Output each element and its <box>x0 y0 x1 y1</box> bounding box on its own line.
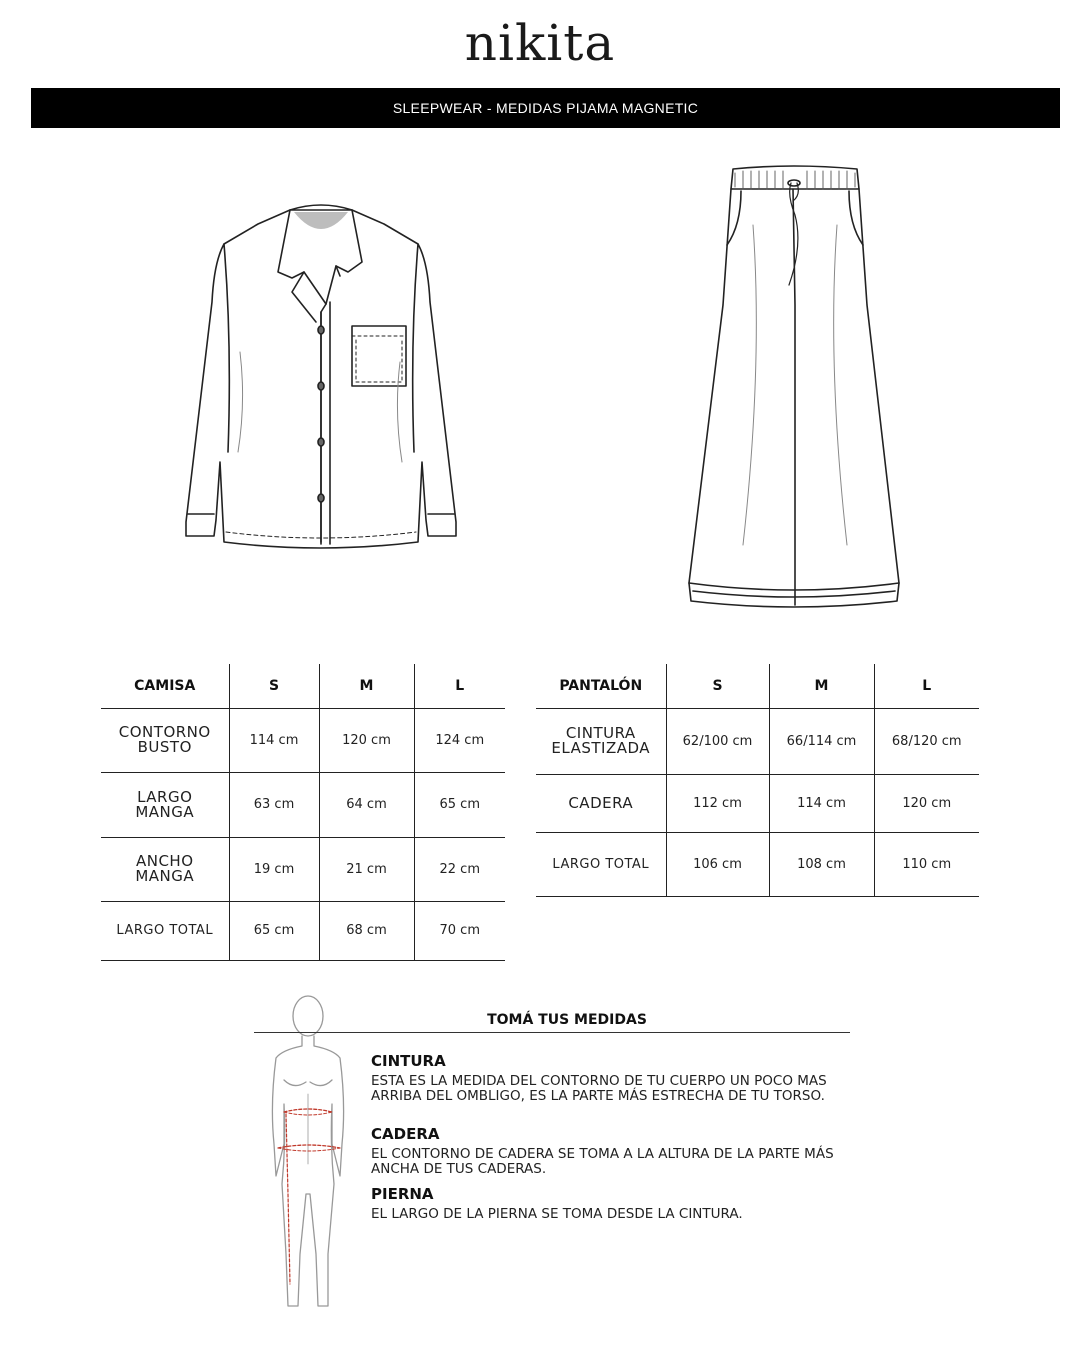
table-row <box>101 708 505 772</box>
table-cell: 70 cm <box>414 901 505 960</box>
table-row <box>536 774 979 832</box>
measure-item-cintura <box>371 1052 861 1104</box>
banner-title: SLEEPWEAR - MEDIDAS PIJAMA MAGNETIC <box>392 100 699 116</box>
table-cell: 65 cm <box>229 901 319 960</box>
table-cell: 114 cm <box>229 708 319 772</box>
table-cell: 114 cm <box>769 774 874 832</box>
table-cell: 65 cm <box>414 772 505 837</box>
table-cell: 120 cm <box>874 774 979 832</box>
table-cell: 110 cm <box>874 832 979 896</box>
table-cell: 22 cm <box>414 837 505 901</box>
measure-item-text: EL CONTORNO DE CADERA SE TOMA A LA ALTURA DE LA PARTE MÁS ANCHA DE TUS CADERAS. <box>371 1146 834 1177</box>
table-header-row <box>536 664 979 708</box>
shirt-sketch <box>180 202 462 552</box>
measure-item-title: CADERA <box>371 1125 440 1143</box>
column-header: CAMISA <box>101 664 229 708</box>
row-label: CONTORNO BUSTO <box>101 708 229 772</box>
table-cell: 19 cm <box>229 837 319 901</box>
column-header: M <box>769 664 874 708</box>
row-label: LARGO MANGA <box>101 772 229 837</box>
table-cell: 66/114 cm <box>769 708 874 774</box>
column-header: S <box>229 664 319 708</box>
table-cell: 124 cm <box>414 708 505 772</box>
table-cell: 64 cm <box>319 772 414 837</box>
table-cell: 62/100 cm <box>666 708 769 774</box>
table-cell: 108 cm <box>769 832 874 896</box>
row-label: CADERA <box>536 774 666 832</box>
pants-size-table <box>536 664 979 897</box>
body-figure-sketch <box>262 994 358 1319</box>
table-row <box>536 708 979 774</box>
table-cell: 106 cm <box>666 832 769 896</box>
measure-section-title: TOMÁ TUS MEDIDAS <box>254 1012 850 1033</box>
measure-item-cadera <box>371 1125 861 1177</box>
column-header: PANTALÓN <box>536 664 666 708</box>
pants-sketch <box>683 165 905 611</box>
table-cell: 63 cm <box>229 772 319 837</box>
measure-item-title: CINTURA <box>371 1052 446 1070</box>
table-cell: 120 cm <box>319 708 414 772</box>
brand-logo: nikita <box>464 14 616 72</box>
column-header: L <box>414 664 505 708</box>
table-cell: 68/120 cm <box>874 708 979 774</box>
table-header-row <box>101 664 505 708</box>
row-label: LARGO TOTAL <box>101 901 229 960</box>
table-cell: 21 cm <box>319 837 414 901</box>
measure-item-title: PIERNA <box>371 1185 434 1203</box>
column-header: M <box>319 664 414 708</box>
row-label: ANCHO MANGA <box>101 837 229 901</box>
table-row <box>536 832 979 896</box>
shirt-size-table <box>101 664 505 961</box>
table-row <box>101 901 505 960</box>
table-cell: 112 cm <box>666 774 769 832</box>
table-cell: 68 cm <box>319 901 414 960</box>
measure-item-text: ESTA ES LA MEDIDA DEL CONTORNO DE TU CUERPO UN POCO MAS ARRIBA DEL OMBLIGO, ES LA PARTE MÁS ESTRECHA DE TU TORSO. <box>371 1073 827 1104</box>
table-row <box>101 837 505 901</box>
row-label: LARGO TOTAL <box>536 832 666 896</box>
column-header: L <box>874 664 979 708</box>
table-row <box>101 772 505 837</box>
measure-item-text: EL LARGO DE LA PIERNA SE TOMA DESDE LA CINTURA. <box>371 1206 743 1222</box>
row-label: CINTURA ELASTIZADA <box>536 708 666 774</box>
page-banner <box>31 88 1060 128</box>
column-header: S <box>666 664 769 708</box>
measure-item-pierna <box>371 1185 861 1222</box>
